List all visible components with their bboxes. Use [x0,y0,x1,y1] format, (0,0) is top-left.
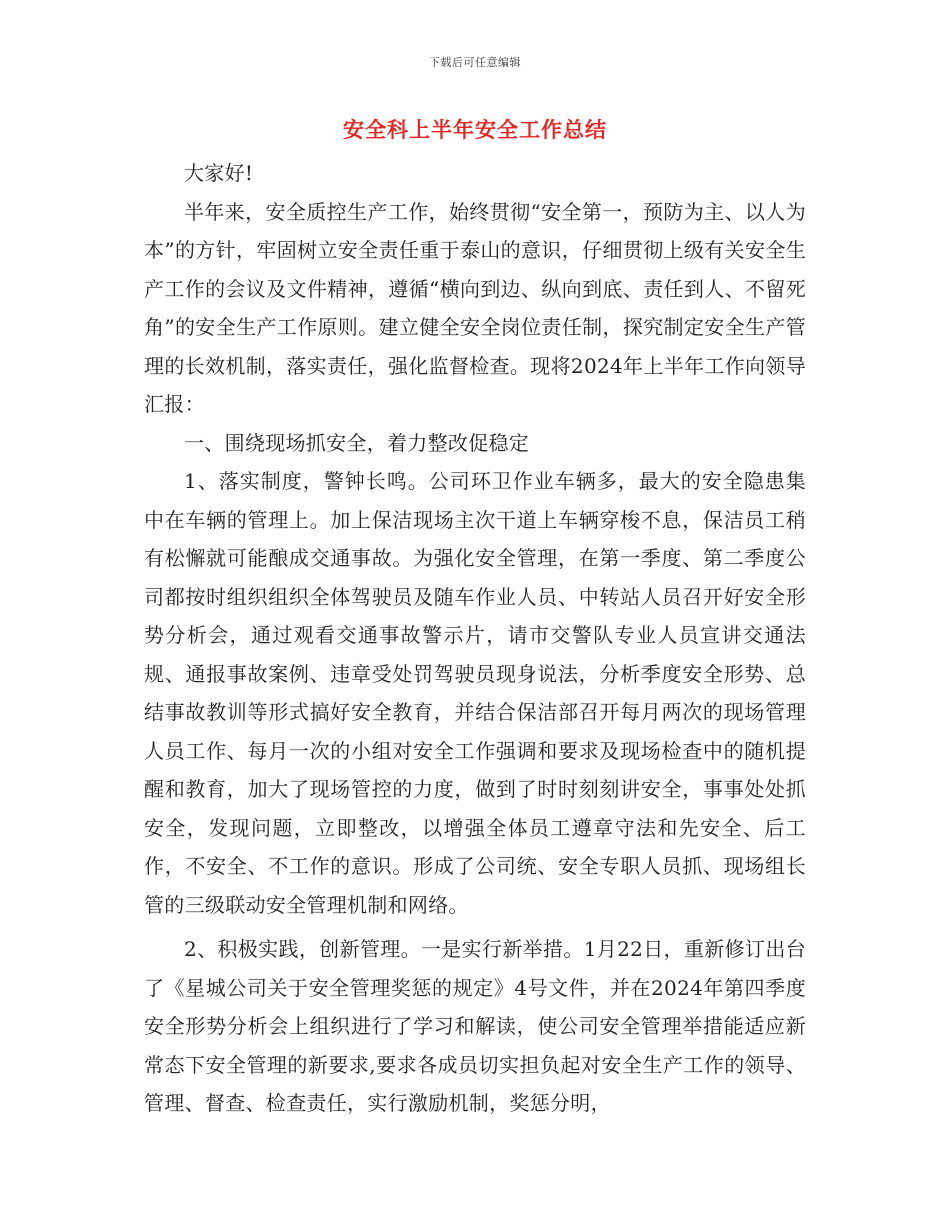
body-paragraph: 1、落实制度，警钟长鸣。公司环卫作业车辆多，最大的安全隐患集中在车辆的管理上。加上保洁现场主次干道上车辆穿梭不息，保洁员工稍有松懈就可能酿成交通事故。为强化安全管理，在第一季度、第二季度公司都按时组织组织全体驾驶员及随车作业人员、中转站人员召开好安全形势分析会，通过观看交通事故警示片，请市交警队专业人员宣讲交通法规、通报事故案例、违章受处罚驾驶员现身说法，分析季度安全形势、总结事故教训等形式搞好安全教育，并结合保洁部召开每月两次的现场管理人员工作、每月一次的小组对安全工作强调和要求及现场检查中的随机提醒和教育，加大了现场管控的力度，做到了时时刻刻讲安全，事事处处抓安全，发现问题，立即整改，以增强全体员工遵章守法和先安全、后工作，不安全、不工作的意识。形成了公司统、安全专职人员抓、现场组长管的三级联动安全管理机制和网络。 [144,469,806,917]
body-paragraph: 2、积极实践，创新管理。一是实行新举措。1月22日，重新修订出台了《星城公司关于安全管理奖惩的规定》4号文件，并在2024年第四季度安全形势分析会上组织进行了学习和解读，使公司安全管理举措能适应新常态下安全管理的新要求,要求各成员切实担负起对安全生产工作的领导、管理、督查、检查责任，实行激励机制，奖惩分明， [144,937,806,1115]
greeting-paragraph: 大家好! [184,161,254,185]
intro-paragraph: 半年来，安全质控生产工作，始终贯彻“安全第一，预防为主、以人为本”的方针，牢固树立安全责任重于泰山的意识，仔细贯彻上级有关安全生产工作的会议及文件精神，遵循“横向到边、纵向到底、责任到人、不留死角”的安全生产工作原则。建立健全安全岗位责任制，探究制定安全生产管理的长效机制，落实责任，强化监督检查。现将2024年上半年工作向领导汇报： [144,199,806,416]
section-heading: 一、围绕现场抓安全，着力整改促稳定 [184,430,530,455]
document-body [144,154,806,1123]
header-note: 下载后可任意编辑 [429,56,521,69]
document-title: 安全科上半年安全工作总结 [343,117,607,142]
